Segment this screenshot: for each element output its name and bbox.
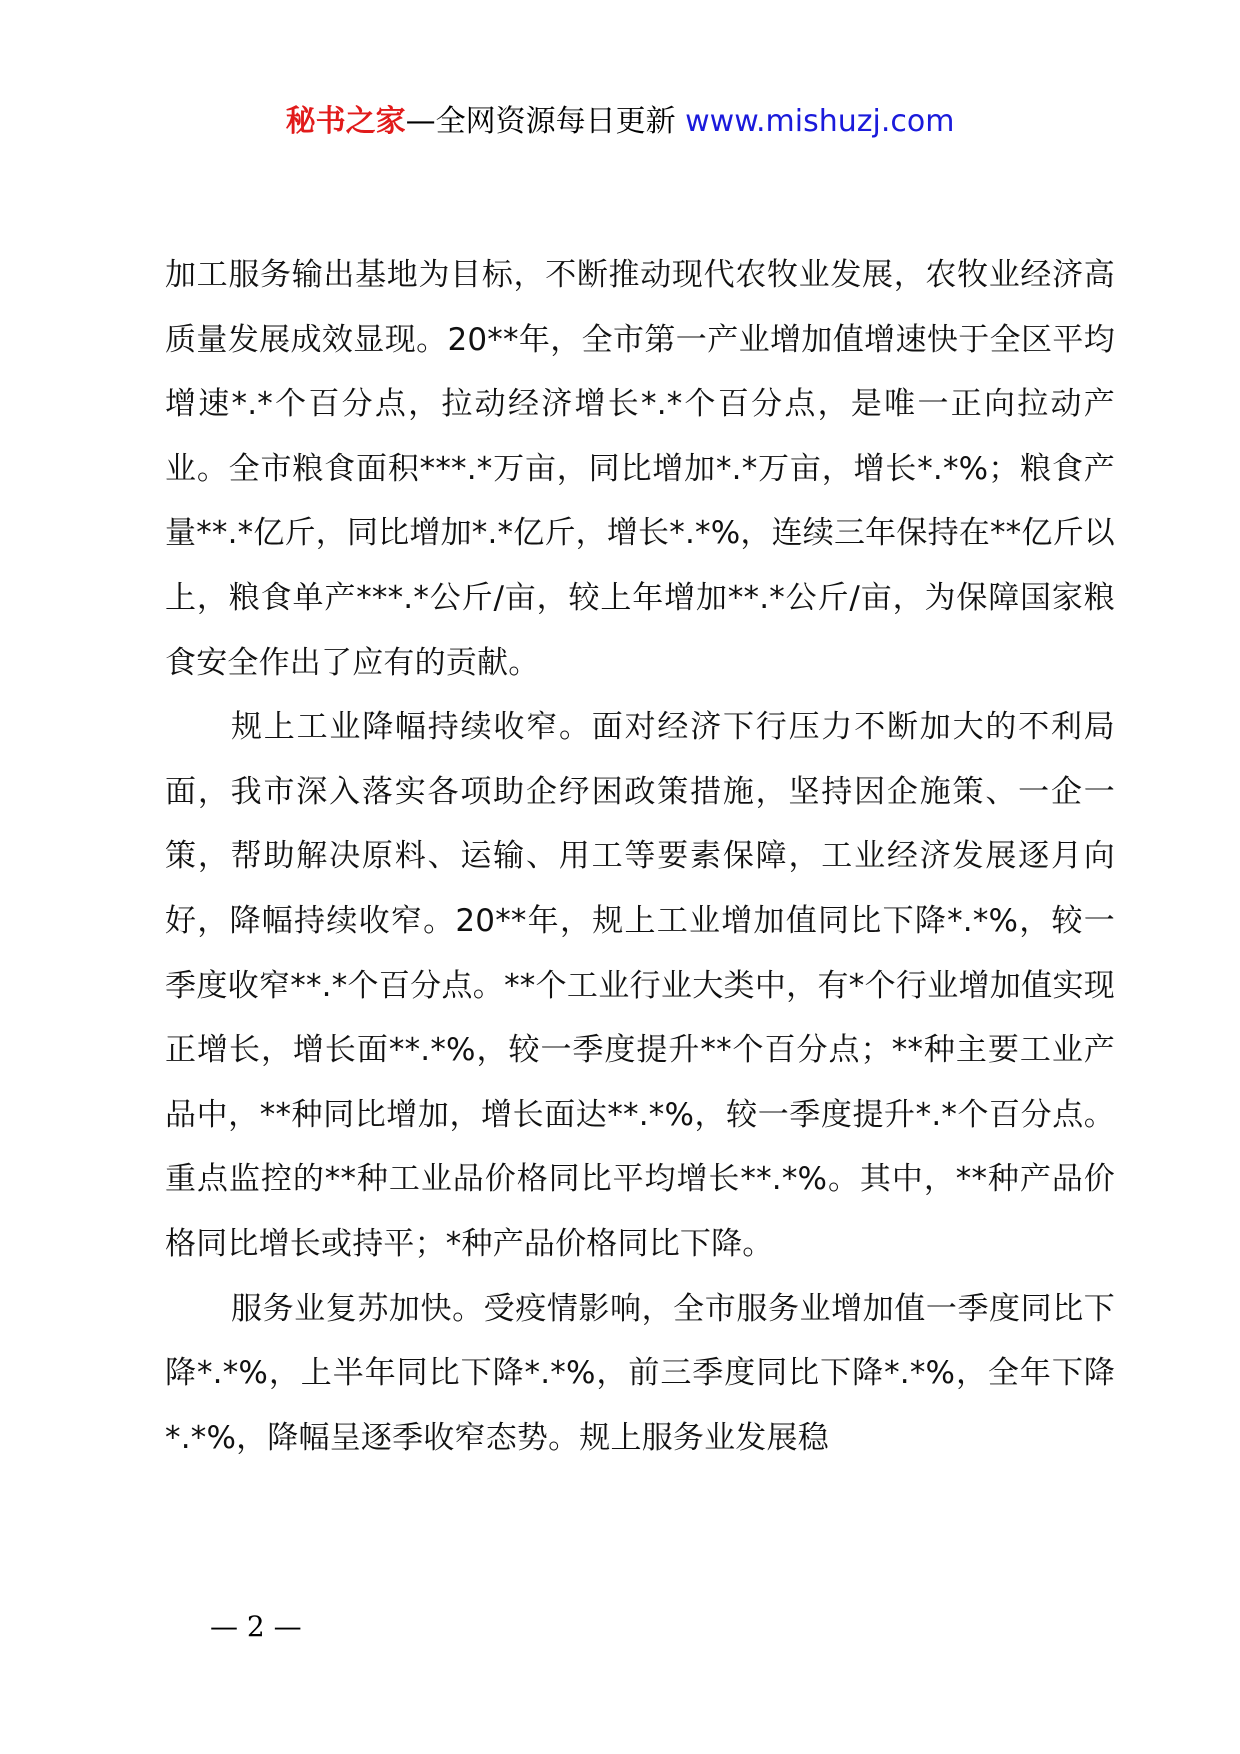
document-body: [165, 243, 1115, 1470]
site-url-link[interactable]: www.mishuzj.com: [685, 104, 955, 139]
paragraph-industry: 规上工业降幅持续收窄。面对经济下行压力不断加大的不利局面，我市深入落实各项助企纾困政策措施，坚持因企施策、一企一策，帮助解决原料、运输、用工等要素保障，工业经济发展逐月向好，降幅持续收窄。20**年，规上工业增加值同比下降*.*%，较一季度收窄**.*个百分点。**个工业行业大类中，有*个行业增加值实现正增长，增长面**.*%，较一季度提升**个百分点；**种主要工业产品中，**种同比增加，增长面达**.*%，较一季度提升*.*个百分点。重点监控的**种工业品价格同比平均增长**.*%。其中，**种产品价格同比增长或持平；*种产品价格同比下降。: [165, 709, 1115, 1262]
page-number: — 2 —: [210, 1610, 302, 1643]
brand-name: 秘书之家: [285, 104, 406, 139]
site-header: [0, 100, 1240, 144]
paragraph-services: 服务业复苏加快。受疫情影响，全市服务业增加值一季度同比下降*.*%，上半年同比下降*.*%，前三季度同比下降*.*%，全年下降*.*%，降幅呈逐季收窄态势。规上服务业发展稳: [165, 1290, 1115, 1456]
header-slogan: —全网资源每日更新: [405, 104, 676, 139]
paragraph-agriculture: 加工服务输出基地为目标，不断推动现代农牧业发展，农牧业经济高质量发展成效显现。20**年，全市第一产业增加值增速快于全区平均增速*.*个百分点，拉动经济增长*.*个百分点，是唯一正向拉动产业。全市粮食面积***.*万亩，同比增加*.*万亩，增长*.*%；粮食产量**.*亿斤，同比增加*.*亿斤，增长*.*%，连续三年保持在**亿斤以上，粮食单产***.*公斤/亩，较上年增加**.*公斤/亩，为保障国家粮食安全作出了应有的贡献。: [165, 257, 1115, 681]
